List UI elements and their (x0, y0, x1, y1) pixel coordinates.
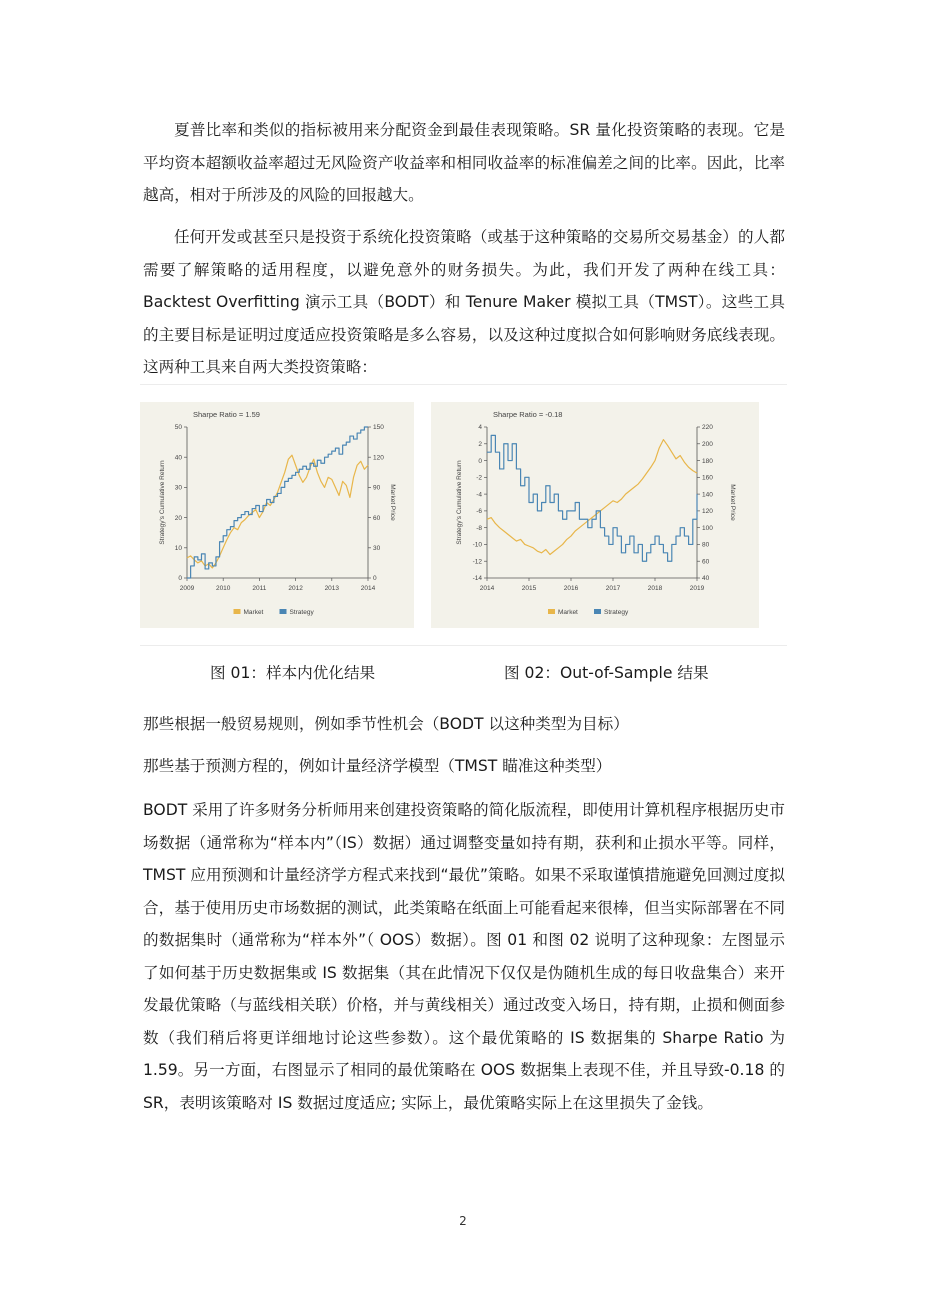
y-tick-label-left: -4 (476, 491, 482, 499)
legend-label-market: Market (243, 609, 264, 616)
y-tick-label-left: 10 (174, 545, 182, 552)
y-tick-label-left: -10 (472, 541, 482, 549)
x-tick-label: 2014 (360, 585, 376, 592)
y-tick-label-right: 120 (702, 508, 713, 516)
y-tick-label-right: 220 (702, 424, 713, 432)
x-tick-label: 2015 (521, 585, 537, 592)
divider-bottom (140, 645, 787, 646)
y-tick-label-right: 60 (373, 514, 381, 522)
y-tick-label-right: 60 (702, 558, 710, 566)
legend-swatch-strategy (280, 609, 287, 614)
y-axis-label-right: Market Price (729, 484, 736, 521)
y-axis-label-right: Market Price (389, 484, 396, 521)
legend-swatch-market (548, 609, 555, 614)
y-tick-label-right: 180 (702, 457, 713, 465)
y-axis-label-left: Strategy's Cumulative Return (159, 460, 166, 545)
y-tick-label-right: 160 (702, 474, 713, 482)
y-tick-label-left: -6 (476, 508, 482, 516)
x-tick-label: 2017 (605, 585, 621, 592)
chart-title: Sharpe Ratio = -0.18 (493, 410, 563, 419)
figure-02-caption: 图 02：Out-of-Sample 结果 (504, 664, 709, 682)
y-tick-label-left: -14 (472, 575, 482, 583)
y-tick-label-left: -8 (476, 524, 482, 532)
x-tick-label: 2013 (324, 585, 340, 592)
y-tick-label-left: 0 (478, 457, 482, 465)
x-tick-label: 2014 (479, 585, 495, 592)
y-tick-label-right: 150 (373, 424, 384, 432)
y-tick-label-left: 20 (174, 514, 182, 522)
y-tick-label-right: 30 (373, 545, 381, 552)
y-tick-label-right: 40 (702, 575, 710, 583)
paragraph-tmst-type: 那些基于预测方程的，例如计量经济学模型（TMST 瞄准这种类型） (143, 757, 612, 775)
chart-out-of-sample (431, 402, 759, 628)
legend-label-strategy: Strategy (604, 609, 629, 616)
y-tick-label-right: 90 (373, 484, 381, 492)
y-tick-label-right: 0 (373, 575, 377, 583)
paragraph-tools-intro: 任何开发或甚至只是投资于系统化投资策略（或基于这种策略的交易所交易基金）的人都需要了解策略的适用程度，以避免意外的财务损失。为此，我们开发了两种在线工具：Backtest Overfitting 演示工具（BODT）和 Tenure Maker 模拟工具（TMST）。这些工具的主要目标是证明过度适应投资策略是多么容易，以及这种过度拟合如何影响财务底线表现。这两种工具来自两大类投资策略： (143, 228, 785, 376)
legend-swatch-market (234, 609, 241, 614)
y-tick-label-left: 2 (478, 440, 482, 448)
y-tick-label-right: 140 (702, 491, 713, 499)
legend-label-strategy: Strategy (289, 609, 314, 616)
paragraph-bodt-detail: BODT 采用了许多财务分析师用来创建投资策略的简化版流程，即使用计算机程序根据历史市场数据（通常称为“样本内”（IS）数据）通过调整变量如持有期，获利和止损水平等。同样，TMST 应用预测和计量经济学方程式来找到“最优”策略。如果不采取谨慎措施避免回测过度拟合，基于使用历史市场数据的测试，此类策略在纸面上可能看起来很棒，但当实际部署在不同的数据集时（通常称为“样本外”（ OOS）数据）。图 01 和图 02 说明了这种现象：左图显示了如何基于历史数据集或 IS 数据集（其在此情况下仅仅是伪随机生成的每日收盘集合）来开发最优策略（与蓝线相关联）价格，并与黄线相关）通过改变入场日，持有期，止损和侧面参数（我们稍后将更详细地讨论这些参数）。这个最优策略的 IS 数据集的 Sharpe Ratio 为 1.59。另一方面，右图显示了相同的最优策略在 OOS 数据集上表现不佳，并且导致-0.18 的 SR，表明该策略对 IS 数据过度适应; 实际上，最优策略实际上在这里损失了金钱。 (143, 801, 785, 1112)
x-tick-label: 2019 (689, 585, 705, 592)
figure-01-caption: 图 01：样本内优化结果 (210, 664, 376, 682)
y-tick-label-left: 40 (174, 454, 182, 462)
y-tick-label-left: 4 (478, 424, 482, 432)
legend-label-market: Market (558, 609, 578, 616)
legend-swatch-strategy (594, 609, 601, 614)
y-tick-label-right: 100 (702, 524, 713, 532)
page-number: 2 (459, 1214, 467, 1228)
y-tick-label-right: 200 (702, 440, 713, 448)
y-tick-label-left: -12 (472, 558, 482, 566)
paragraph-sharpe-intro: 夏普比率和类似的指标被用来分配资金到最佳表现策略。SR 量化投资策略的表现。它是平均资本超额收益率超过无风险资产收益率和相同收益率的标准偏差之间的比率。因此，比率越高，相对于所涉及的风险的回报越大。 (143, 121, 785, 204)
chart-in-sample (140, 402, 414, 628)
figure-02-chart (431, 402, 759, 628)
x-tick-label: 2010 (215, 585, 231, 592)
x-tick-label: 2018 (647, 585, 663, 592)
y-tick-label-left: 30 (174, 484, 182, 492)
paragraph-bodt-type: 那些根据一般贸易规则，例如季节性机会（BODT 以这种类型为目标） (143, 715, 629, 733)
divider-top (140, 384, 787, 385)
figure-01-chart (140, 402, 414, 628)
y-axis-label-left: Strategy's Cumulative Return (456, 460, 463, 545)
y-tick-label-right: 120 (373, 454, 384, 462)
y-tick-label-left: 0 (178, 575, 182, 583)
x-tick-label: 2009 (179, 585, 195, 592)
y-tick-label-right: 80 (702, 541, 710, 549)
y-tick-label-left: -2 (476, 474, 482, 482)
chart-title: Sharpe Ratio = 1.59 (193, 410, 260, 419)
y-tick-label-left: 50 (174, 424, 182, 432)
x-tick-label: 2012 (288, 585, 303, 592)
x-tick-label: 2011 (252, 585, 267, 592)
x-tick-label: 2016 (563, 585, 579, 592)
